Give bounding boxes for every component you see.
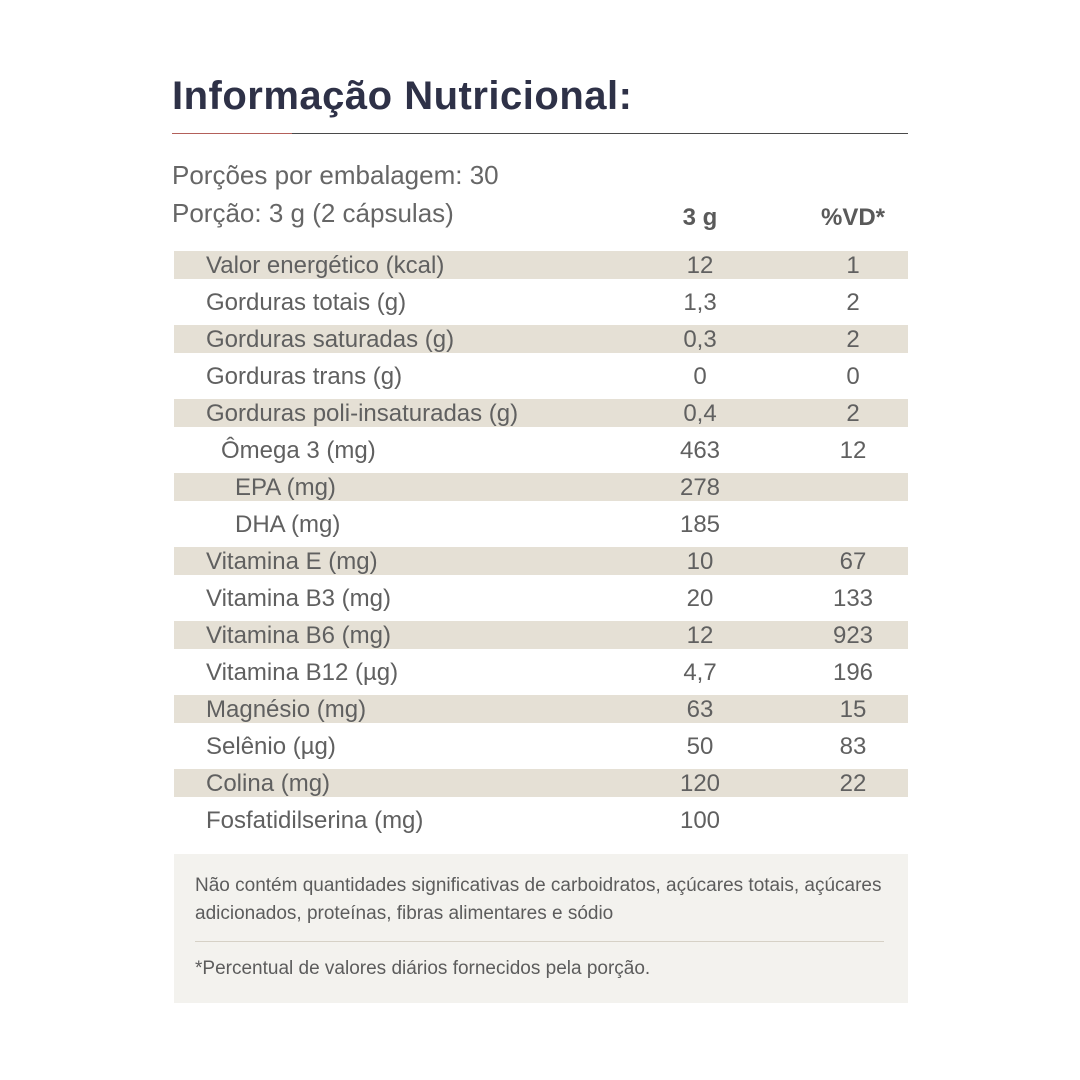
- table-row: [174, 691, 908, 728]
- nutrient-name: Colina (mg): [206, 770, 331, 797]
- nutrient-amount: 463: [679, 437, 721, 464]
- nutrient-daily-value: 1: [846, 252, 860, 279]
- nutrient-daily-value: 2: [846, 400, 860, 427]
- table-row: [174, 580, 908, 617]
- table-row: [174, 432, 908, 469]
- nutrient-name: Ômega 3 (mg): [221, 437, 376, 464]
- table-row: [174, 358, 908, 395]
- nutrient-name: Gorduras poli-insaturadas (g): [206, 400, 519, 427]
- not-significant-note: Não contém quantidades significativas de carboidratos, açúcares totais, açúcares adicionados, proteínas, fibras alimentares e sódio: [195, 875, 882, 924]
- nutrient-daily-value: 12: [839, 437, 867, 464]
- nutrient-amount: 63: [686, 696, 714, 723]
- table-row: [174, 321, 908, 358]
- servings-per-package: Porções por embalagem: 30: [172, 160, 499, 190]
- table-row: [174, 469, 908, 506]
- nutrient-daily-value: 196: [832, 659, 874, 686]
- column-header-daily-value: %VD*: [820, 204, 886, 231]
- nutrient-daily-value: 2: [846, 289, 860, 316]
- table-row: [174, 765, 908, 802]
- nutrient-name: Vitamina B12 (µg): [206, 659, 399, 686]
- nutrient-daily-value: 67: [839, 548, 867, 575]
- table-row: [174, 654, 908, 691]
- nutrient-daily-value: 0: [846, 363, 860, 390]
- column-header-amount: 3 g: [682, 204, 718, 231]
- nutrient-name: Gorduras trans (g): [206, 363, 403, 390]
- table-row: [174, 802, 908, 839]
- nutrient-name: Magnésio (mg): [206, 696, 367, 723]
- nutrient-amount: 10: [686, 548, 714, 575]
- nutrient-amount: 12: [686, 622, 714, 649]
- nutrient-name: Vitamina E (mg): [206, 548, 378, 575]
- nutrient-daily-value: 133: [832, 585, 874, 612]
- nutrient-amount: 0: [693, 363, 707, 390]
- nutrient-amount: 0,4: [683, 400, 717, 427]
- nutrient-amount: 50: [686, 733, 714, 760]
- nutrient-name: Vitamina B6 (mg): [206, 622, 391, 649]
- nutrient-amount: 1,3: [683, 289, 717, 316]
- nutrient-name: Gorduras totais (g): [206, 289, 407, 316]
- notes-box: [174, 854, 908, 1003]
- nutrient-daily-value: 2: [846, 326, 860, 353]
- nutrient-amount: 0,3: [683, 326, 717, 353]
- nutrient-name: DHA (mg): [235, 511, 341, 538]
- nutrition-table: [174, 247, 908, 839]
- portion-size: Porção: 3 g (2 cápsulas): [172, 198, 454, 228]
- table-row: [174, 247, 908, 284]
- table-row: [174, 506, 908, 543]
- nutrient-daily-value: 923: [832, 622, 874, 649]
- notes-divider: [195, 941, 884, 942]
- nutrient-name: Fosfatidilserina (mg): [206, 807, 424, 834]
- nutrient-amount: 100: [679, 807, 721, 834]
- nutrient-name: Valor energético (kcal): [206, 252, 445, 279]
- nutrient-amount: 278: [679, 474, 721, 501]
- title-divider: [172, 133, 908, 134]
- nutrient-daily-value: 83: [839, 733, 867, 760]
- nutrient-daily-value: 15: [839, 696, 867, 723]
- table-row: [174, 395, 908, 432]
- daily-value-footnote: *Percentual de valores diários fornecidos pela porção.: [195, 958, 651, 979]
- nutrient-amount: 185: [679, 511, 721, 538]
- nutrient-name: Selênio (µg): [206, 733, 336, 760]
- nutrient-name: Gorduras saturadas (g): [206, 326, 455, 353]
- nutrient-daily-value: 22: [839, 770, 867, 797]
- table-row: [174, 728, 908, 765]
- nutrient-name: EPA (mg): [235, 474, 336, 501]
- table-row: [174, 543, 908, 580]
- nutrient-amount: 4,7: [683, 659, 717, 686]
- title-divider-accent: [172, 133, 292, 134]
- nutrient-amount: 20: [686, 585, 714, 612]
- page-title: Informação Nutricional:: [172, 74, 633, 118]
- nutrient-amount: 12: [686, 252, 714, 279]
- nutrient-amount: 120: [679, 770, 721, 797]
- table-row: [174, 284, 908, 321]
- nutrient-name: Vitamina B3 (mg): [206, 585, 391, 612]
- table-row: [174, 617, 908, 654]
